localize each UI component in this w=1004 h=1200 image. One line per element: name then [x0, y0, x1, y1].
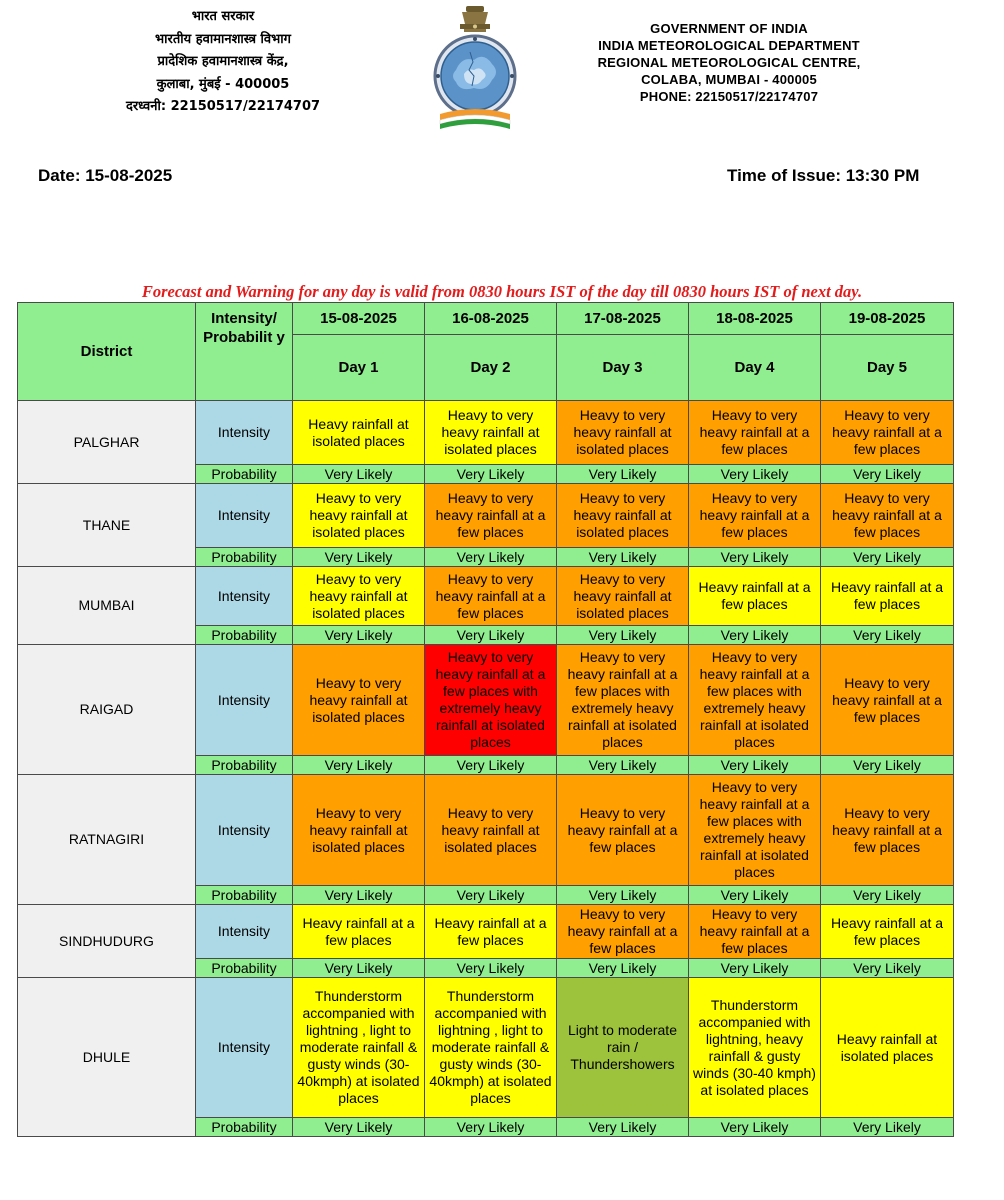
english-line: GOVERNMENT OF INDIA [650, 21, 808, 36]
probability-label: Probability [196, 626, 293, 645]
district-name: MUMBAI [18, 567, 196, 645]
intensity-cell: Heavy rainfall at isolated places [821, 978, 954, 1118]
intensity-cell: Light to moderate rain / Thundershowers [557, 978, 689, 1118]
probability-cell: Very Likely [821, 756, 954, 775]
day-header: Day 2 [425, 335, 557, 401]
intensity-cell: Heavy rainfall at a few places [689, 567, 821, 626]
day-header: Day 4 [689, 335, 821, 401]
intensity-row [18, 645, 954, 756]
intensity-label: Intensity [196, 484, 293, 548]
probability-cell: Very Likely [425, 465, 557, 484]
probability-cell: Very Likely [689, 756, 821, 775]
intensity-cell: Heavy rainfall at a few places [821, 905, 954, 959]
intensity-cell: Heavy to very heavy rainfall at isolated places [557, 401, 689, 465]
validity-note: Forecast and Warning for any day is valid from 0830 hours IST of the day till 0830 hours IST of next day. [141, 282, 863, 301]
probability-cell: Very Likely [557, 548, 689, 567]
day-header: Day 5 [821, 335, 954, 401]
hindi-line: दरध्वनी: 22150517/22174707 [125, 99, 321, 114]
probability-cell: Very Likely [425, 548, 557, 567]
probability-cell: Very Likely [557, 886, 689, 905]
issue-date: Date: 15-08-2025 [38, 166, 173, 185]
intensity-cell: Heavy to very heavy rainfall at a few places with extremely heavy rainfall at isolated places [689, 645, 821, 756]
probability-label: Probability [196, 548, 293, 567]
probability-cell: Very Likely [821, 1118, 954, 1137]
date-header: 19-08-2025 [821, 303, 954, 335]
probability-cell: Very Likely [425, 756, 557, 775]
probability-cell: Very Likely [425, 959, 557, 978]
probability-label: Probability [196, 959, 293, 978]
hindi-header [118, 6, 328, 119]
probability-cell: Very Likely [557, 626, 689, 645]
probability-cell: Very Likely [821, 886, 954, 905]
intensity-cell: Thunderstorm accompanied with lightning , light to moderate rainfall & gusty winds (30-40kmph) at isolated places [425, 978, 557, 1118]
probability-cell: Very Likely [425, 1118, 557, 1137]
intensity-row [18, 905, 954, 959]
english-line: COLABA, MUMBAI - 400005 [641, 72, 817, 87]
probability-cell: Very Likely [293, 886, 425, 905]
intensity-cell: Heavy rainfall at a few places [821, 567, 954, 626]
probability-cell: Very Likely [689, 886, 821, 905]
probability-cell: Very Likely [293, 1118, 425, 1137]
intensity-cell: Heavy to very heavy rainfall at isolated places [293, 484, 425, 548]
probability-cell: Very Likely [557, 756, 689, 775]
hindi-line: प्रादेशिक हवामानशास्त्र केंद्र, [157, 54, 289, 69]
intensity-row [18, 484, 954, 548]
hindi-line: भारत सरकार [191, 9, 255, 24]
intensity-cell: Thunderstorm accompanied with lightning, heavy rainfall & gusty winds (30-40 kmph) at isolated places [689, 978, 821, 1118]
intensity-cell: Heavy to very heavy rainfall at a few places [821, 645, 954, 756]
probability-cell: Very Likely [293, 756, 425, 775]
intensity-row [18, 567, 954, 626]
intensity-label: Intensity [196, 775, 293, 886]
date-header: 18-08-2025 [689, 303, 821, 335]
intensity-cell: Heavy to very heavy rainfall at a few places [425, 567, 557, 626]
probability-cell: Very Likely [689, 548, 821, 567]
probability-cell: Very Likely [557, 959, 689, 978]
district-name: PALGHAR [18, 401, 196, 484]
english-line: PHONE: 22150517/22174707 [639, 89, 819, 104]
day-header: Day 1 [293, 335, 425, 401]
intensity-cell: Heavy to very heavy rainfall at a few places [821, 401, 954, 465]
intensity-row [18, 775, 954, 886]
intensity-label: Intensity [196, 645, 293, 756]
probability-cell: Very Likely [821, 626, 954, 645]
intensity-cell: Heavy to very heavy rainfall at a few places [557, 775, 689, 886]
district-name: THANE [18, 484, 196, 567]
intensity-cell: Heavy to very heavy rainfall at a few places [557, 905, 689, 959]
probability-cell: Very Likely [293, 626, 425, 645]
probability-label: Probability [196, 886, 293, 905]
date-header: 17-08-2025 [557, 303, 689, 335]
intensity-cell: Heavy to very heavy rainfall at isolated places [425, 401, 557, 465]
forecast-table [17, 302, 954, 1137]
english-header [584, 20, 874, 105]
probability-cell: Very Likely [821, 465, 954, 484]
probability-cell: Very Likely [293, 465, 425, 484]
english-line: INDIA METEOROLOGICAL DEPARTMENT [598, 38, 860, 53]
intensity-cell: Thunderstorm accompanied with lightning , light to moderate rainfall & gusty winds (30-40kmph) at isolated places [293, 978, 425, 1118]
date-header: 16-08-2025 [425, 303, 557, 335]
district-name: RATNAGIRI [18, 775, 196, 905]
intensity-label: Intensity [196, 978, 293, 1118]
imd-emblem-logo [426, 4, 524, 130]
intensity-cell: Heavy to very heavy rainfall at a few places with extremely heavy rainfall at isolated places [689, 775, 821, 886]
intensity-cell: Heavy to very heavy rainfall at isolated places [293, 775, 425, 886]
intensity-cell: Heavy to very heavy rainfall at a few places [689, 484, 821, 548]
intensity-cell: Heavy to very heavy rainfall at isolated places [425, 775, 557, 886]
intensity-cell: Heavy rainfall at a few places [293, 905, 425, 959]
hindi-line: कुलाबा, मुंबई - 400005 [156, 76, 290, 92]
probability-cell: Very Likely [293, 959, 425, 978]
probability-cell: Very Likely [689, 465, 821, 484]
probability-cell: Very Likely [425, 626, 557, 645]
intensity-row [18, 978, 954, 1118]
district-name: SINDHUDURG [18, 905, 196, 978]
time-of-issue: Time of Issue: 13:30 PM [727, 166, 920, 185]
district-name: DHULE [18, 978, 196, 1137]
probability-cell: Very Likely [689, 959, 821, 978]
district-name: RAIGAD [18, 645, 196, 775]
probability-cell: Very Likely [689, 626, 821, 645]
district-column-header: District [18, 303, 196, 401]
intensity-cell: Heavy to very heavy rainfall at isolated places [293, 645, 425, 756]
probability-label: Probability [196, 756, 293, 775]
intensity-cell: Heavy rainfall at isolated places [293, 401, 425, 465]
date-header: 15-08-2025 [293, 303, 425, 335]
probability-cell: Very Likely [689, 1118, 821, 1137]
probability-cell: Very Likely [821, 548, 954, 567]
probability-label: Probability [196, 1118, 293, 1137]
intensity-label: Intensity [196, 401, 293, 465]
intensity-label: Intensity [196, 905, 293, 959]
day-header: Day 3 [557, 335, 689, 401]
intensity-probability-column-header: Intensity/ Probabilit y [196, 303, 293, 401]
probability-cell: Very Likely [557, 1118, 689, 1137]
intensity-cell: Heavy to very heavy rainfall at a few places with extremely heavy rainfall at isolated places [425, 645, 557, 756]
probability-cell: Very Likely [425, 886, 557, 905]
probability-cell: Very Likely [557, 465, 689, 484]
intensity-cell: Heavy to very heavy rainfall at a few places [821, 484, 954, 548]
intensity-cell: Heavy rainfall at a few places [425, 905, 557, 959]
intensity-cell: Heavy to very heavy rainfall at isolated places [293, 567, 425, 626]
intensity-cell: Heavy to very heavy rainfall at a few places [689, 905, 821, 959]
intensity-label: Intensity [196, 567, 293, 626]
probability-label: Probability [196, 465, 293, 484]
intensity-cell: Heavy to very heavy rainfall at isolated places [557, 484, 689, 548]
intensity-cell: Heavy to very heavy rainfall at isolated places [557, 567, 689, 626]
intensity-row [18, 401, 954, 465]
intensity-cell: Heavy to very heavy rainfall at a few places [425, 484, 557, 548]
english-line: REGIONAL METEOROLOGICAL CENTRE, [597, 55, 861, 70]
intensity-cell: Heavy to very heavy rainfall at a few places [689, 401, 821, 465]
hindi-line: भारतीय हवामानशास्त्र विभाग [155, 31, 291, 47]
intensity-cell: Heavy to very heavy rainfall at a few places with extremely heavy rainfall at isolated places [557, 645, 689, 756]
probability-cell: Very Likely [293, 548, 425, 567]
probability-cell: Very Likely [821, 959, 954, 978]
intensity-cell: Heavy to very heavy rainfall at a few places [821, 775, 954, 886]
